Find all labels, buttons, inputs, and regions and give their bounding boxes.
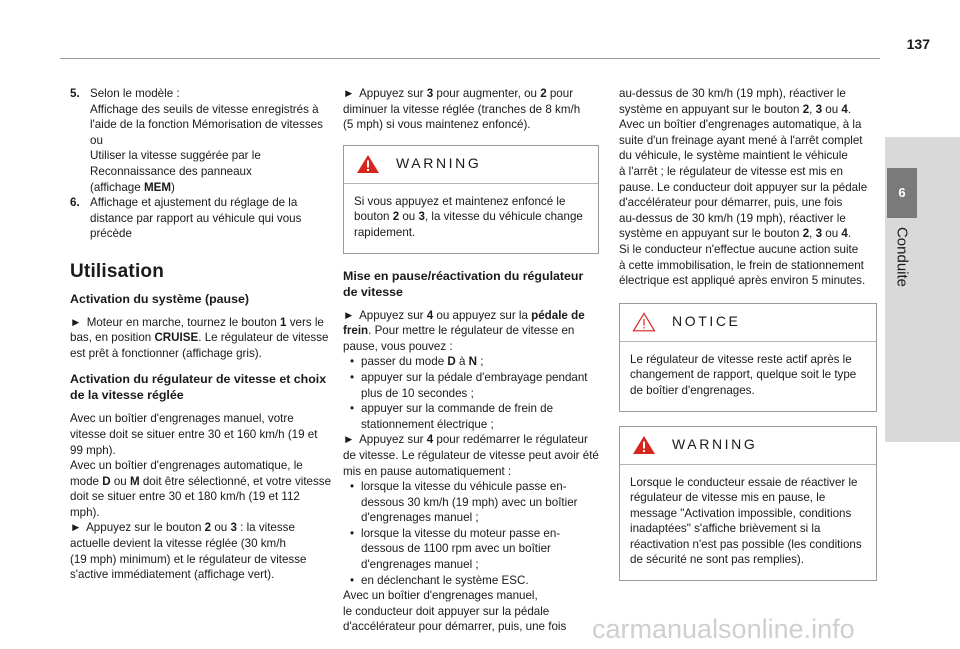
paragraph: Avec un boîtier d'engrenages manuel, votre vitesse doit se situer entre 30 et 160 km/h (19 et 99 mph). Avec un boîtier d'engrenages automatique, le mode D ou M doit être sélectionné, et votre vitesse doit se situer entre 30 et 180 km/h (19 et 112 mph).: [70, 412, 332, 519]
chapter-title: Conduite: [893, 226, 911, 288]
list-item: • passer du mode D à N ;: [343, 354, 599, 370]
chapter-tab: [885, 137, 960, 442]
subheading: Activation du système (pause): [70, 291, 250, 306]
subheading: Activation du régulateur de vitesse et choix de la vitesse réglée: [70, 372, 327, 403]
notice-header: [620, 304, 876, 342]
list-item: • appuyer sur la pédale d'embrayage pendant plus de 10 secondes ;: [343, 370, 599, 401]
warning-label: WARNING: [396, 154, 482, 171]
paragraph: ► Appuyez sur le bouton 2 ou 3 : la vitesse actuelle devient la vitesse réglée (30 km/h (19 mph) minimum) et le régulateur de vitesse s'active immédiatement (affichage vert).: [70, 521, 307, 582]
list-item: • appuyer sur la commande de frein de stationnement électrique ;: [343, 401, 599, 432]
list-item-6: [70, 195, 332, 242]
paragraph: au-dessus de 30 km/h (19 mph), réactiver le système en appuyant sur le bouton 2, 3 ou 4. Avec un boîtier d'engrenages automatique, à la suite d'un freinage ayant mené à l'arrêt complet du véhicule, le système maintient le véhicule à l'arrêt ; le régulateur de vitesse est mis en pause. Le conducteur doit appuyer sur la pédale d'accélérateur pour démarrer, puis, une fois au-dessus de 30 km/h (19 mph), réactiver le système en appuyant sur le bouton 2, 3 ou 4. Si le conducteur n'effectue aucune action suite à cette immobilisation, le frein de stationnement électrique est appliqué après environ 5 minutes.: [619, 87, 868, 288]
paragraph: ► Appuyez sur 4 ou appuyez sur la pédale de frein. Pour mettre le régulateur de vitesse en pause, vous pouvez :: [343, 308, 585, 353]
bullet-list: [343, 479, 599, 588]
warning-text: Lorsque le conducteur essaie de réactiver le régulateur de vitesse mis en pause, le message "Activation impossible, conditions inadaptées" s'affiche brièvement si la réactivation n'est pas possible (les conditions de sécurité ne sont pas remplies).: [630, 475, 862, 567]
chapter-number: 6: [887, 168, 917, 218]
column-2: [343, 86, 599, 635]
column-1: [70, 86, 332, 583]
warning-text: Si vous appuyez et maintenez enfoncé le bouton 2 ou 3, la vitesse du véhicule change rapidement.: [354, 194, 583, 239]
right-triangle-arrow-icon: ►: [343, 87, 355, 100]
notice-box: [619, 303, 877, 412]
right-triangle-arrow-icon: ►: [343, 308, 355, 322]
right-triangle-arrow-icon: ►: [70, 315, 82, 329]
list-item: • lorsque la vitesse du véhicule passe en-dessous 30 km/h (19 mph) avec un boîtier d'engrenages manuel ;: [343, 479, 599, 526]
notice-text: Le régulateur de vitesse reste actif après le changement de rapport, quelque soit le type de boîtier d'engrenages.: [630, 352, 857, 397]
warning-label: WARNING: [672, 435, 758, 452]
item-text: Selon le modèle : Affichage des seuils de vitesse enregistrés à l'aide de la fonction Mémorisation de vitesses ou Utiliser la vitesse suggérée par le Reconnaissance des panneaux (affichage MEM): [90, 87, 323, 194]
paragraph: ► Appuyez sur 3 pour augmenter, ou 2 pour diminuer la vitesse réglée (tranches de 8 km/h (5 mph) si vous maintenez enfoncé).: [343, 87, 581, 132]
list-item: • en déclenchant le système ESC.: [343, 573, 599, 589]
notice-label: NOTICE: [672, 312, 741, 329]
list-item: • lorsque la vitesse du moteur passe en-dessous de 1100 rpm avec un boîtier d'engrenages manuel ;: [343, 526, 599, 573]
notice-triangle-icon: [632, 312, 656, 332]
warning-header: [344, 146, 598, 184]
right-triangle-arrow-icon: ►: [70, 521, 82, 535]
header-rule: [60, 58, 880, 59]
right-triangle-arrow-icon: ►: [343, 433, 355, 447]
warning-triangle-icon: [356, 154, 380, 174]
warning-triangle-icon: [632, 435, 656, 455]
paragraph: Avec un boîtier d'engrenages manuel, le conducteur doit appuyer sur la pédale d'accélérateur pour démarrer, puis, une fois: [343, 589, 567, 634]
warning-header: [620, 427, 876, 465]
subheading: Mise en pause/réactivation du régulateur de vitesse: [343, 268, 584, 299]
column-3: [619, 86, 877, 595]
warning-box: [619, 426, 877, 582]
list-item-5: [70, 86, 332, 195]
chapter-title-wrap: [885, 137, 919, 442]
paragraph: ► Moteur en marche, tournez le bouton 1 vers le bas, en position CRUISE. Le régulateur de vitesse est prêt à fonctionner (affichage gris).: [70, 315, 329, 360]
warning-box: [343, 145, 599, 254]
page-number: 137: [906, 36, 930, 52]
paragraph: ► Appuyez sur 4 pour redémarrer le régulateur de vitesse. Le régulateur de vitesse peut avoir été mis en pause automatiquement :: [343, 433, 599, 478]
item-text: Affichage et ajustement du réglage de la distance par rapport au véhicule qui vous précède: [90, 196, 302, 241]
item-number: 5.: [70, 87, 80, 100]
section-heading: Utilisation: [70, 260, 165, 282]
item-number: 6.: [70, 196, 80, 210]
bullet-list: [343, 354, 599, 432]
watermark: carmanualsonline.info: [592, 614, 855, 644]
